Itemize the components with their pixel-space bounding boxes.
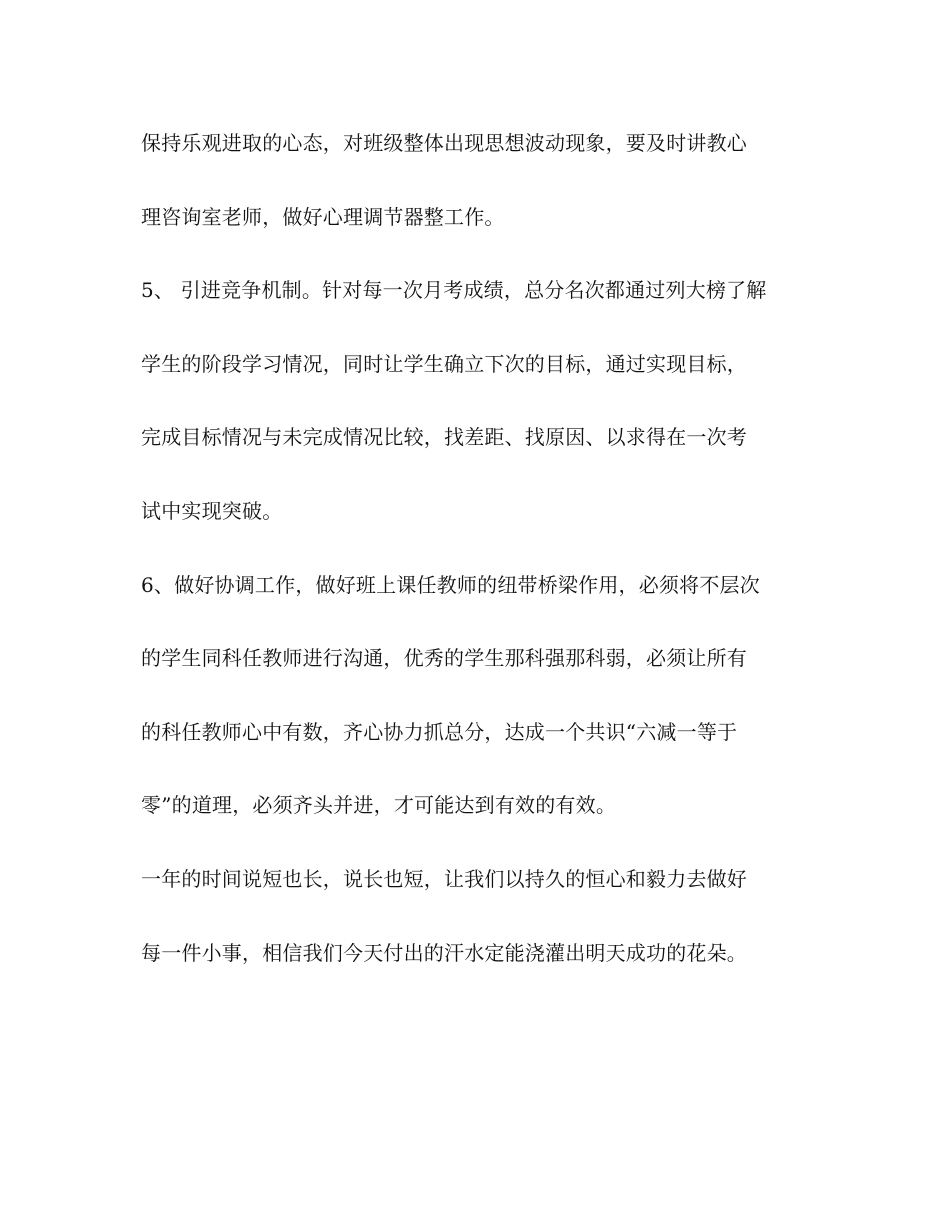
text-line: 一年的时间说短也长，说长也短，让我们以持久的恒心和毅力去做好	[141, 866, 747, 891]
text-line: 试中实现突破。	[141, 498, 283, 523]
text-line: 6、做好协调工作，做好班上课任教师的纽带桥梁作用，必须将不层次	[141, 572, 760, 597]
document-body	[141, 120, 821, 1003]
text-line: 的学生同科任教师进行沟通，优秀的学生那科强那科弱，必须让所有	[141, 646, 747, 671]
text-line: 学生的阶段学习情况，同时让学生确立下次的目标，通过实现目标，	[141, 351, 747, 376]
text-line: 理咨询室老师，做好心理调节器整工作。	[141, 204, 505, 229]
text-line: 保持乐观进取的心态，对班级整体出现思想波动现象，要及时讲教心	[141, 131, 747, 155]
text-line: 零”的道理，必须齐头并进，才可能达到有效的有效。	[141, 793, 617, 818]
text-line: 的科任教师心中有数，齐心协力抓总分，达成一个共识“六减一等于	[141, 719, 738, 744]
text-line: 完成目标情况与未完成情况比较，找差距、找原因、以求得在一次考	[141, 425, 747, 450]
text-line: 每一件小事，相信我们今天付出的汗水定能浇灌出明天成功的花朵。	[141, 940, 747, 965]
text-line: 5、 引进竞争机制。针对每一次月考成绩，总分名次都通过列大榜了解	[141, 278, 767, 303]
